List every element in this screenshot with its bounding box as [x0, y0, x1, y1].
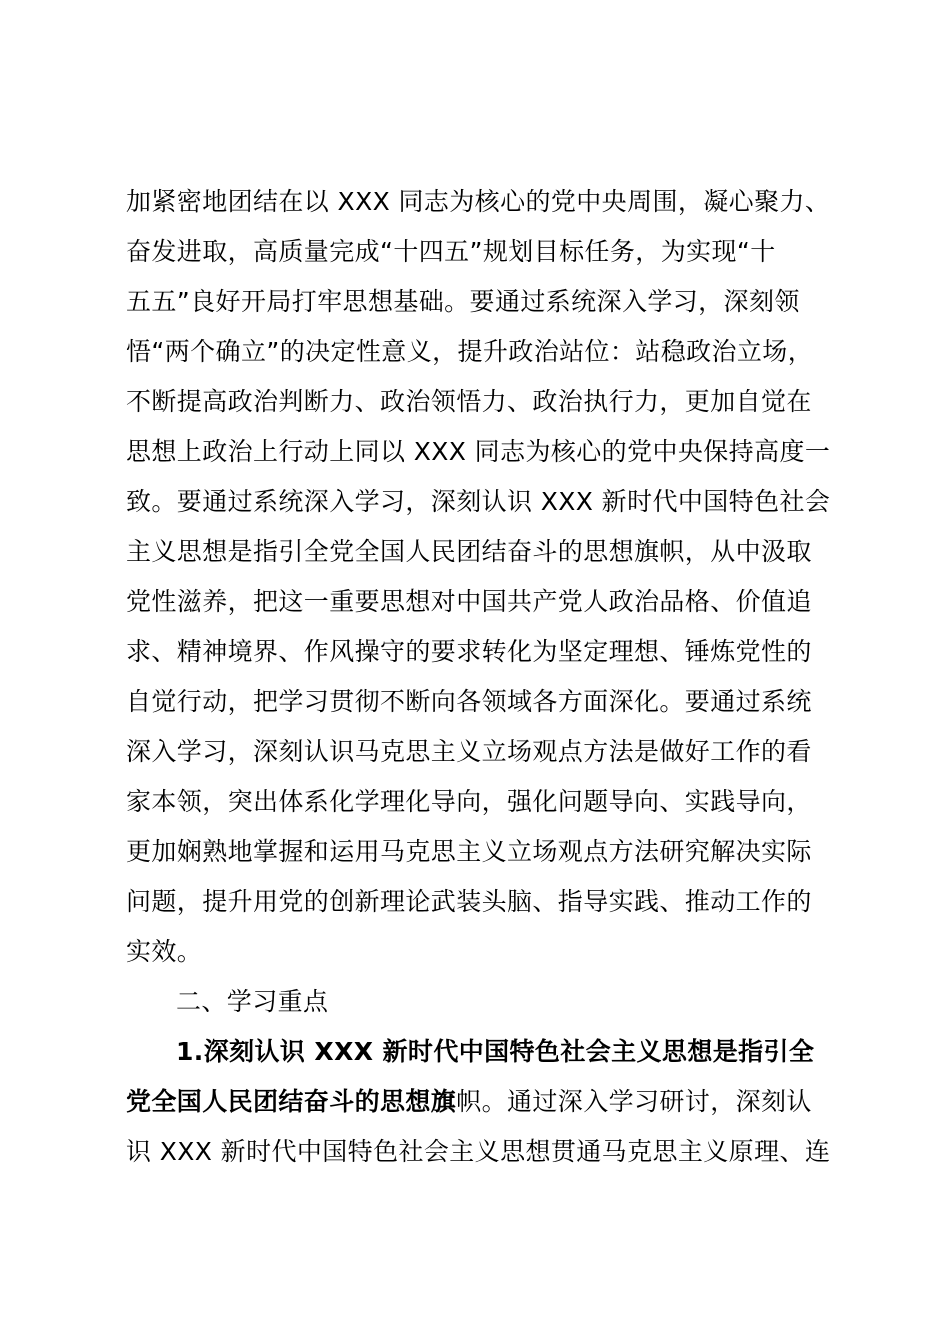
body-line: 致。要通过系统深入学习，深刻认识 XXX 新时代中国特色社会 — [126, 487, 831, 516]
item-heading: 1.深刻认识 XXX 新时代中国特色社会主义思想是指引全 — [176, 1037, 815, 1066]
body-line: 自觉行动，把学习贯彻不断向各领域各方面深化。要通过系统 — [126, 687, 812, 716]
body-line: 加紧密地团结在以 XXX 同志为核心的党中央周围，凝心聚力、 — [126, 187, 831, 216]
body-line: 思想上政治上行动上同以 XXX 同志为核心的党中央保持高度一 — [126, 437, 831, 466]
body-line: 五五”良好开局打牢思想基础。要通过系统深入学习，深刻领 — [126, 287, 800, 316]
section-heading: 二、学习重点 — [176, 987, 329, 1016]
body-line: 悟“两个确立”的决定性意义，提升政治站位：站稳政治立场， — [126, 337, 814, 366]
item-line: 识 XXX 新时代中国特色社会主义思想贯通马克思主义原理、连 — [126, 1137, 831, 1166]
body-line: 深入学习，深刻认识马克思主义立场观点方法是做好工作的看 — [126, 737, 812, 766]
body-line: 家本领，突出体系化学理化导向，强化问题导向、实践导向， — [126, 787, 812, 816]
body-line: 更加娴熟地掌握和运用马克思主义立场观点方法研究解决实际 — [126, 837, 812, 866]
body-line: 党性滋养，把这一重要思想对中国共产党人政治品格、价值追 — [126, 587, 812, 616]
body-line: 问题，提升用党的创新理论武装头脑、指导实践、推动工作的 — [126, 887, 812, 916]
item-line — [126, 1080, 836, 1124]
body-line: 奋发进取，高质量完成“十四五”规划目标任务，为实现“十 — [126, 237, 776, 266]
body-line: 不断提高政治判断力、政治领悟力、政治执行力，更加自觉在 — [126, 387, 812, 416]
body-line: 实效。 — [126, 937, 203, 966]
item-heading-continuation: 党全国人民团结奋斗的思想旗 — [126, 1087, 457, 1116]
body-line: 主义思想是指引全党全国人民团结奋斗的思想旗帜，从中汲取 — [126, 537, 812, 566]
item-body-text: 帜。通过深入学习研讨，深刻认 — [456, 1087, 812, 1116]
body-line: 求、精神境界、作风操守的要求转化为坚定理想、锤炼党性的 — [126, 637, 812, 666]
